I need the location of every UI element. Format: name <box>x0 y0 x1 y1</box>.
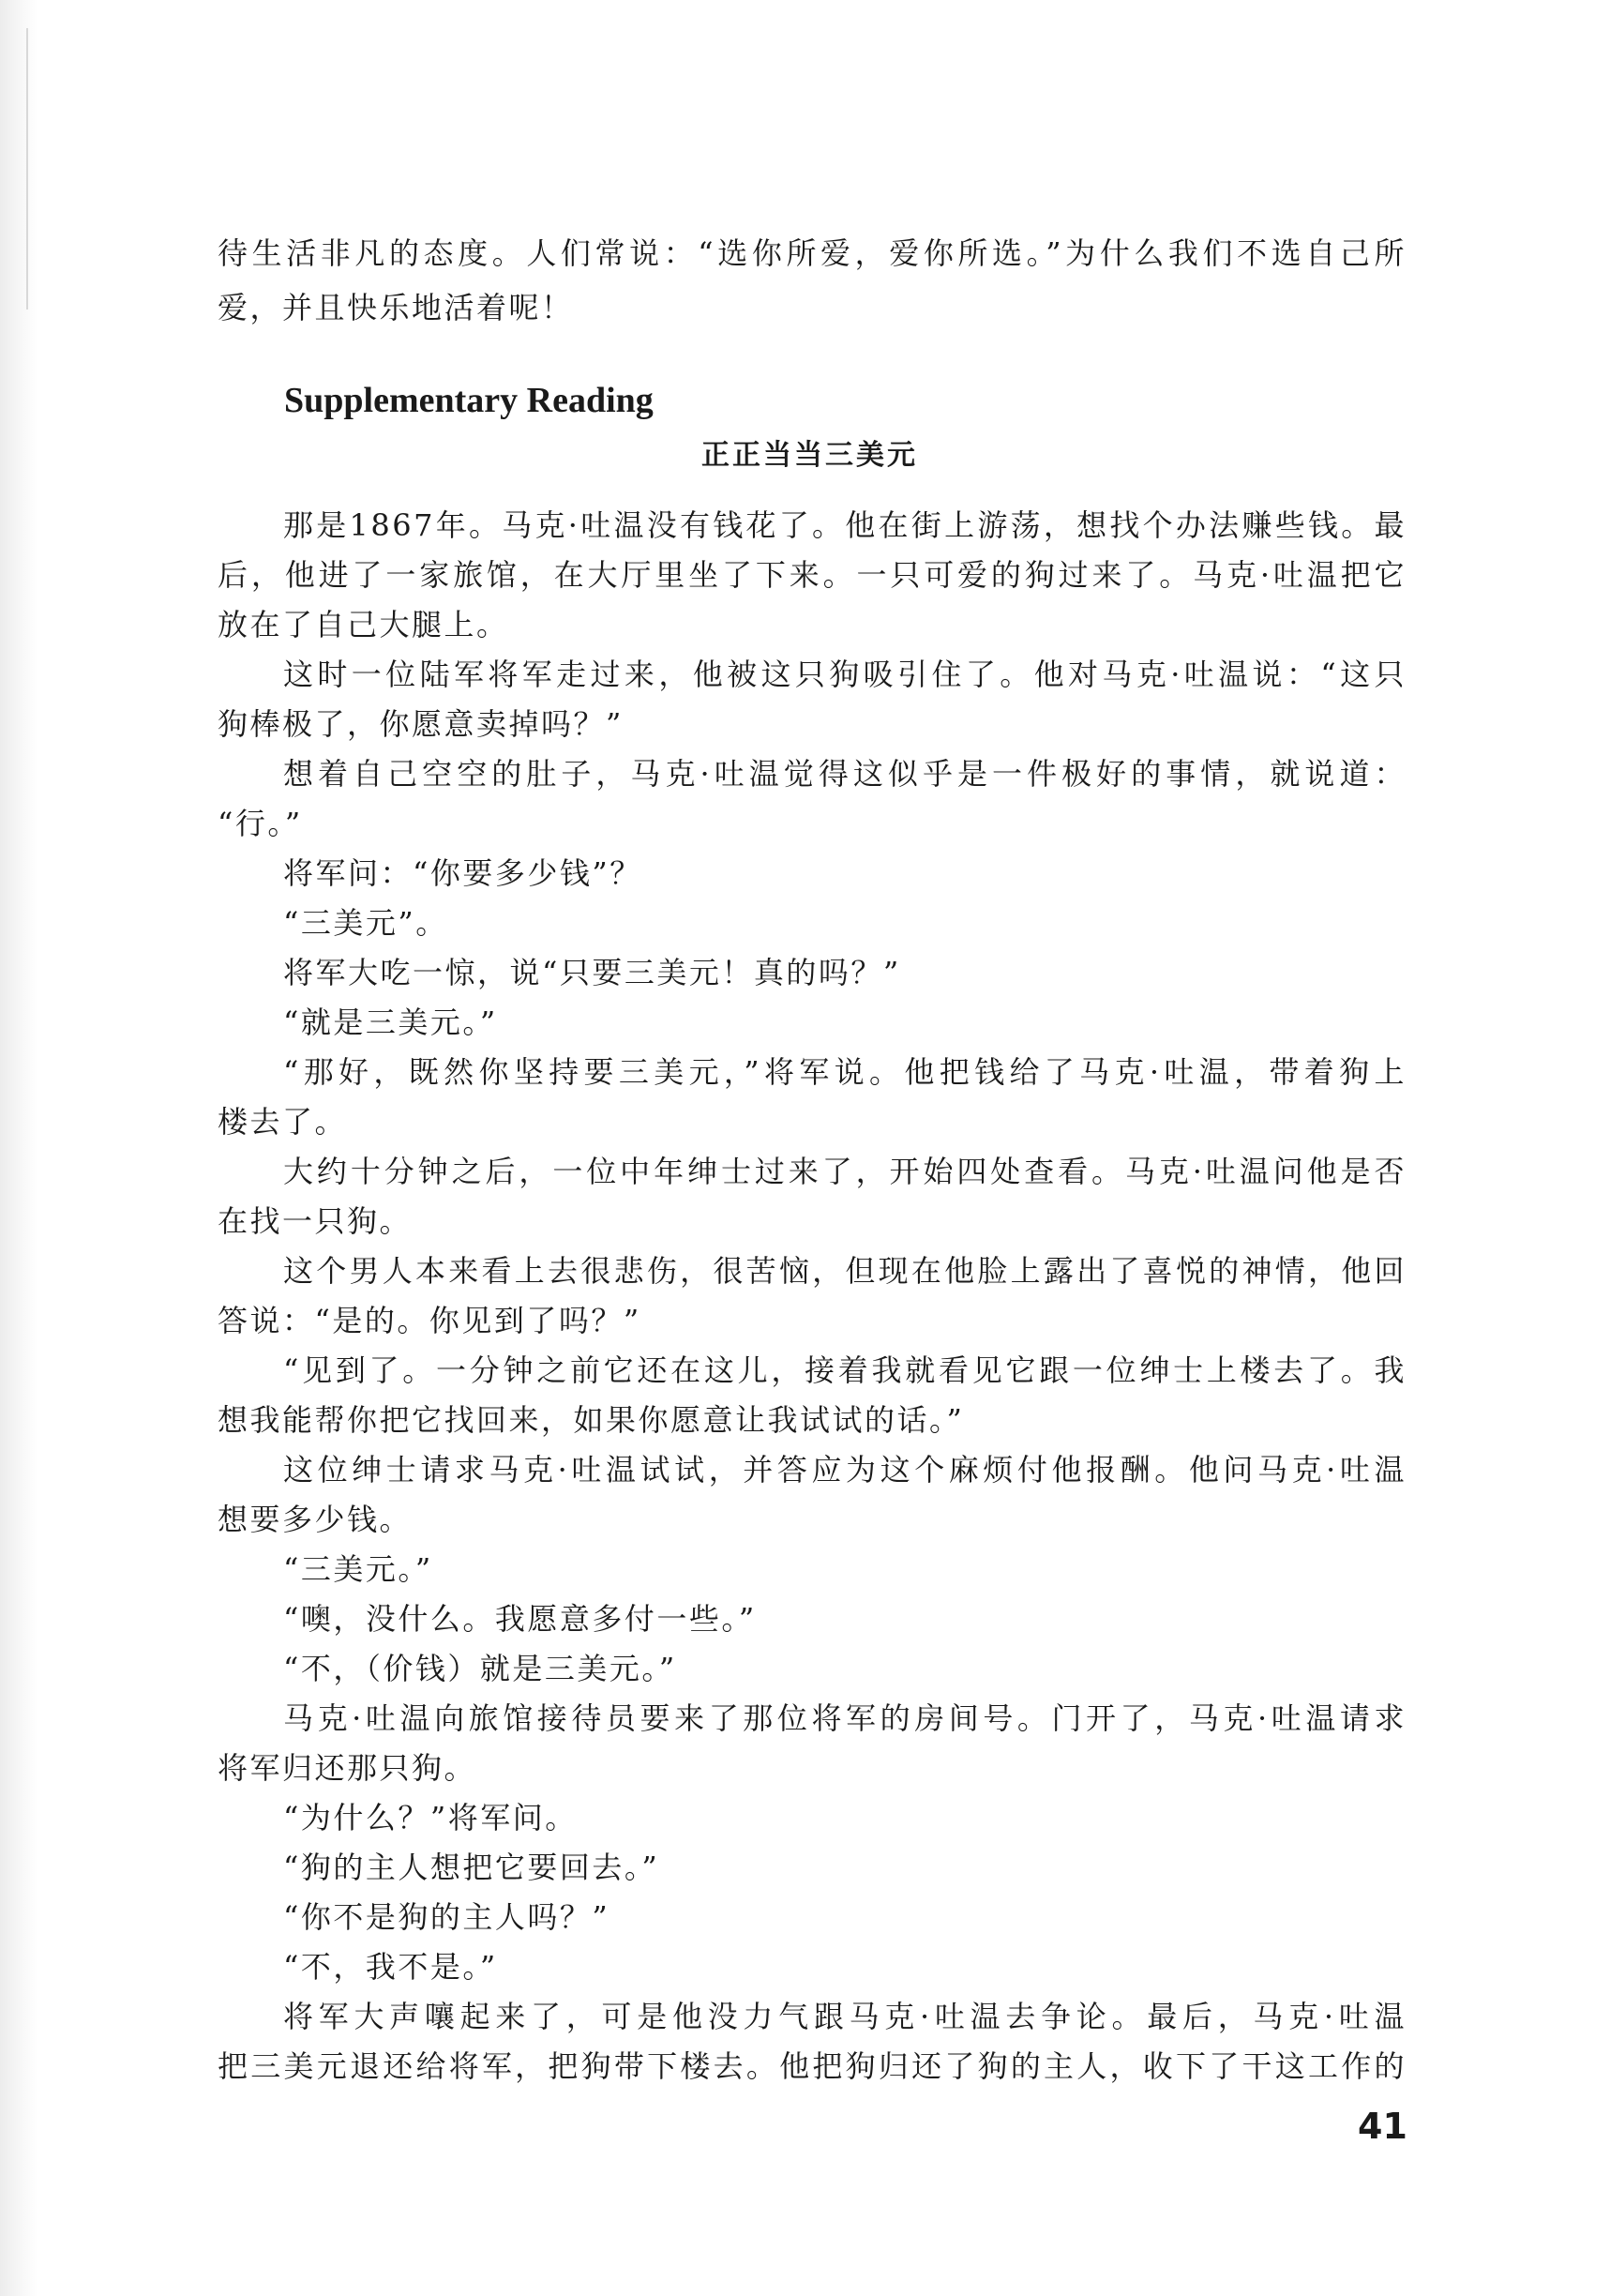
story-line: 在找一只狗。 <box>218 1203 413 1239</box>
story-line: “就是三美元。” <box>283 1004 498 1040</box>
page-edge-shadow <box>0 0 38 2296</box>
story-line: 马克·吐温向旅馆接待员要来了那位将军的房间号。门开了，马克·吐温请求 <box>283 1700 1407 1736</box>
story-line: “三美元”。 <box>283 905 448 941</box>
story-line: “行。” <box>218 806 303 841</box>
story-line: 将军问：“你要多少钱”？ <box>283 855 642 891</box>
story-line: “狗的主人想把它要回去。” <box>283 1850 660 1885</box>
intro-line: 待生活非凡的态度。人们常说：“选你所爱，爱你所选。”为什么我们不选自己所 <box>218 235 1407 271</box>
story-line: “噢，没什么。我愿意多付一些。” <box>283 1601 757 1637</box>
page-number: 41 <box>1358 2106 1407 2147</box>
section-heading: Supplementary Reading <box>284 381 654 420</box>
story-line: 大约十分钟之后，一位中年绅士过来了，开始四处查看。马克·吐温问他是否 <box>283 1154 1407 1189</box>
story-line: 楼去了。 <box>218 1104 348 1140</box>
story-line: 后，他进了一家旅馆，在大厅里坐了下来。一只可爱的狗过来了。马克·吐温把它 <box>218 557 1407 593</box>
story-line: 将军大声嚷起来了，可是他没力气跟马克·吐温去争论。最后，马克·吐温 <box>283 1999 1407 2034</box>
story-line: 答说：“是的。你见到了吗？” <box>218 1303 641 1338</box>
story-line: 这时一位陆军将军走过来，他被这只狗吸引住了。他对马克·吐温说：“这只 <box>283 657 1407 692</box>
story-line: 想我能帮你把它找回来，如果你愿意让我试试的话。” <box>218 1402 965 1438</box>
story-line: “不，（价钱）就是三美元。” <box>283 1651 677 1686</box>
story-line: 放在了自己大腿上。 <box>218 607 509 642</box>
story-line: 想要多少钱。 <box>218 1502 413 1537</box>
intro-line: 爱，并且快乐地活着呢！ <box>218 290 574 325</box>
story-line: 将军归还那只狗。 <box>218 1750 477 1786</box>
story-line: 将军大吃一惊，说“只要三美元！真的吗？” <box>283 955 901 990</box>
story-title: 正正当当三美元 <box>701 439 918 472</box>
story-line: “为什么？”将军问。 <box>283 1800 578 1835</box>
story-line: 把三美元退还给将军，把狗带下楼去。他把狗归还了狗的主人，收下了干这工作的 <box>218 2048 1407 2084</box>
story-line: “三美元。” <box>283 1551 433 1587</box>
story-line: “见到了。一分钟之前它还在这儿，接着我就看见它跟一位绅士上楼去了。我 <box>283 1352 1407 1388</box>
story-line: 想着自己空空的肚子，马克·吐温觉得这似乎是一件极好的事情，就说道： <box>283 756 1407 792</box>
story-line: 狗棒极了，你愿意卖掉吗？” <box>218 706 624 742</box>
story-line: 这个男人本来看上去很悲伤，很苦恼，但现在他脸上露出了喜悦的神情，他回 <box>283 1253 1407 1289</box>
story-line: “那好，既然你坚持要三美元，”将军说。他把钱给了马克·吐温，带着狗上 <box>283 1054 1407 1090</box>
story-line: 那是1867年。马克·吐温没有钱花了。他在街上游荡，想找个办法赚些钱。最 <box>283 507 1407 543</box>
story-line: “你不是狗的主人吗？” <box>283 1899 610 1935</box>
story-line: 这位绅士请求马克·吐温试试，并答应为这个麻烦付他报酬。他问马克·吐温 <box>283 1452 1407 1488</box>
story-line: “不，我不是。” <box>283 1949 498 1985</box>
